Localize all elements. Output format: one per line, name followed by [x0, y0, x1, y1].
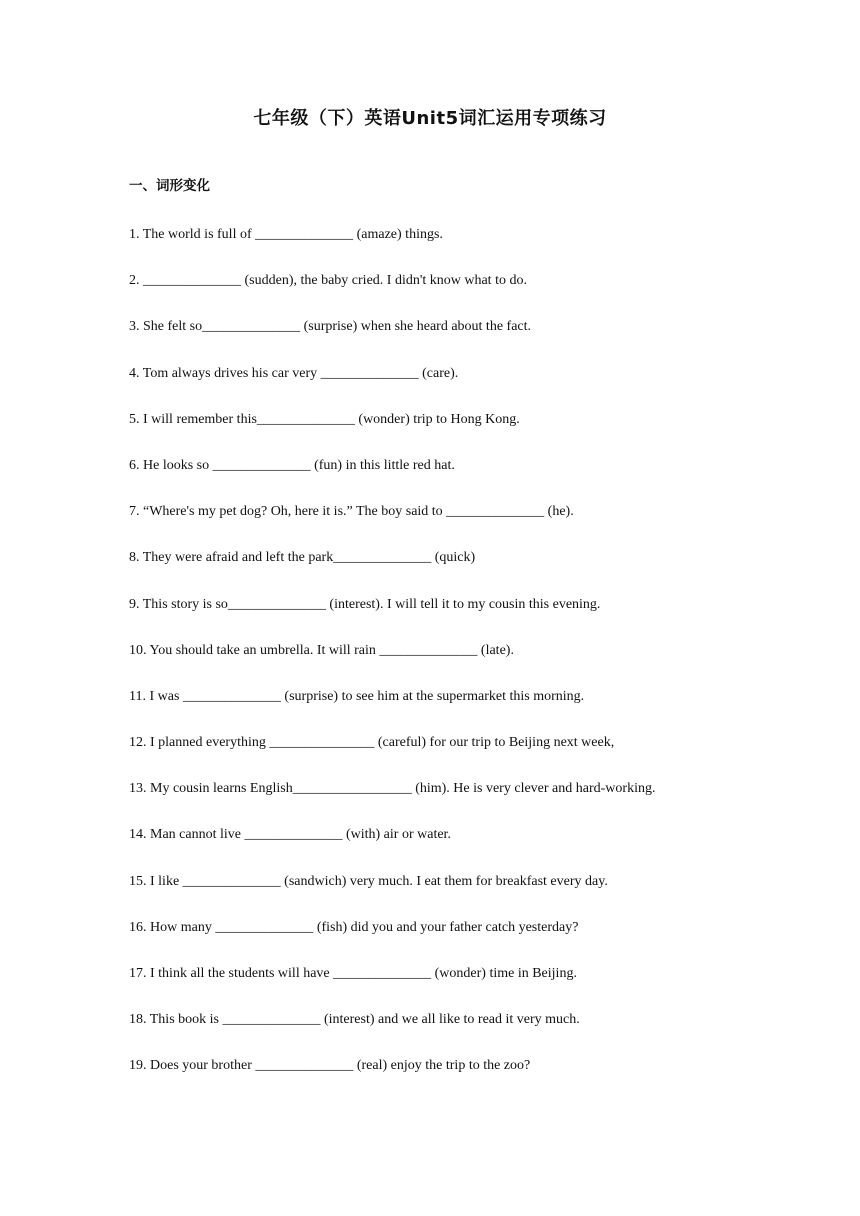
question-item: 4. Tom always drives his car very ______________ (care).: [129, 365, 459, 381]
question-item: 2. ______________ (sudden), the baby cried. I didn't know what to do.: [129, 273, 527, 289]
section-heading: 一、词形变化: [129, 178, 210, 194]
question-item: 10. You should take an umbrella. It will rain ______________ (late).: [129, 642, 514, 658]
question-item: 5. I will remember this______________ (wonder) trip to Hong Kong.: [129, 411, 520, 427]
page-title: 七年级（下）英语Unit5词汇运用专项练习: [253, 108, 607, 129]
question-item: 17. I think all the students will have ______________ (wonder) time in Beijing.: [129, 966, 577, 981]
question-item: 14. Man cannot live ______________ (with) air or water.: [129, 827, 451, 843]
question-item: 13. My cousin learns English_________________ (him). He is very clever and hard-working.: [129, 781, 656, 797]
question-item: 16. How many ______________ (fish) did you and your father catch yesterday?: [129, 919, 579, 935]
question-item: 7. “Where's my pet dog? Oh, here it is.” The boy said to ______________ (he).: [129, 504, 574, 520]
question-item: 19. Does your brother ______________ (real) enjoy the trip to the zoo?: [129, 1058, 531, 1074]
question-item: 15. I like ______________ (sandwich) very much. I eat them for breakfast every day.: [129, 873, 608, 889]
question-item: 11. I was ______________ (surprise) to see him at the supermarket this morning.: [129, 688, 585, 704]
question-item: 8. They were afraid and left the park______________ (quick): [129, 550, 476, 566]
question-item: 3. She felt so______________ (surprise) when she heard about the fact.: [129, 319, 532, 335]
question-item: 18. This book is ______________ (interest) and we all like to read it very much.: [129, 1012, 580, 1028]
question-item: 6. He looks so ______________ (fun) in this little red hat.: [129, 457, 455, 473]
question-list: [129, 226, 829, 1104]
question-item: 12. I planned everything _______________ (careful) for our trip to Beijing next week,: [129, 735, 615, 751]
question-item: 1. The world is full of ______________ (amaze) things.: [129, 227, 443, 242]
question-item: 9. This story is so______________ (interest). I will tell it to my cousin this evening.: [129, 596, 601, 612]
